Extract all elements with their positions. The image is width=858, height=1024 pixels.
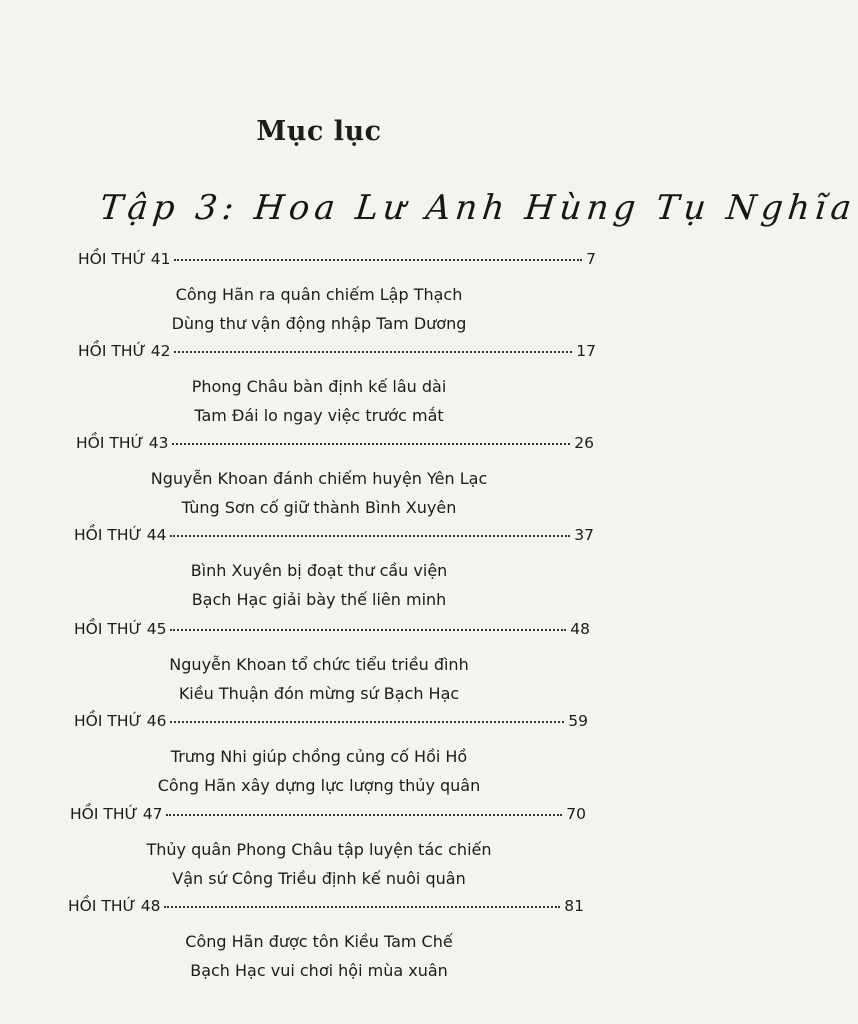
chapter-line-2: Bạch Hạc giải bày thế liên minh	[191, 590, 447, 609]
toc-row	[74, 620, 590, 650]
chapter-line-2: Công Hãn xây dựng lực lượng thủy quân	[157, 776, 481, 795]
toc-row	[70, 805, 586, 835]
page-title: Mục lục	[256, 116, 382, 147]
dot-leader	[170, 535, 570, 537]
toc-entry	[0, 897, 638, 985]
chapter-line-1: Trưng Nhi giúp chồng củng cố Hồi Hồ	[170, 747, 468, 766]
page-number: 17	[576, 342, 596, 360]
page-number: 26	[574, 434, 594, 452]
page-number: 59	[568, 712, 588, 730]
toc-row	[74, 712, 588, 742]
chapter-line-1: Nguyễn Khoan tổ chức tiểu triều đình	[169, 655, 469, 674]
chapter-label: HỒI THỨ 45	[74, 620, 167, 638]
chapter-line-2: Bạch Hạc vui chơi hội mùa xuân	[190, 961, 448, 980]
chapter-label: HỒI THỨ 48	[68, 897, 161, 915]
toc-row	[76, 434, 594, 464]
toc-entry	[0, 342, 638, 430]
dot-leader	[170, 629, 566, 631]
chapter-line-2: Tùng Sơn cố giữ thành Bình Xuyên	[181, 498, 457, 517]
dot-leader	[164, 906, 560, 908]
page-number: 37	[574, 526, 594, 544]
toc-entry	[0, 620, 638, 708]
toc-row	[68, 897, 584, 927]
dot-leader	[166, 814, 562, 816]
dot-leader	[170, 721, 564, 723]
page-number: 48	[570, 620, 590, 638]
toc-entry	[0, 434, 638, 522]
dot-leader	[174, 259, 582, 261]
chapter-line-1: Bình Xuyên bị đoạt thư cầu viện	[190, 561, 448, 580]
chapter-line-2: Tam Đái lo ngay việc trước mắt	[194, 406, 444, 425]
toc-row	[78, 250, 596, 280]
toc-row	[78, 342, 596, 372]
chapter-line-1: Công Hãn được tôn Kiều Tam Chế	[185, 932, 453, 951]
chapter-line-1: Công Hãn ra quân chiếm Lập Thạch	[175, 285, 463, 304]
chapter-line-2: Kiều Thuận đón mừng sứ Bạch Hạc	[178, 684, 460, 703]
toc-row	[74, 526, 594, 556]
chapter-line-2: Dùng thư vận động nhập Tam Dương	[171, 314, 467, 333]
chapter-label: HỒI THỨ 46	[74, 712, 167, 730]
chapter-label: HỒI THỨ 42	[78, 342, 171, 360]
chapter-label: HỒI THỨ 47	[70, 805, 163, 823]
chapter-line-1: Nguyễn Khoan đánh chiếm huyện Yên Lạc	[150, 469, 488, 488]
dot-leader	[174, 351, 572, 353]
dot-leader	[172, 443, 570, 445]
chapter-label: HỒI THỨ 41	[78, 250, 171, 268]
chapter-line-1: Thủy quân Phong Châu tập luyện tác chiến	[146, 840, 492, 859]
page-number: 70	[566, 805, 586, 823]
toc-entry	[0, 805, 638, 893]
handwritten-volume-title: Tập 3: Hoa Lư Anh Hùng Tụ Nghĩa	[97, 188, 858, 228]
toc-entry	[0, 712, 638, 800]
page-number: 7	[586, 250, 596, 268]
toc-entry	[0, 250, 638, 338]
page-number: 81	[564, 897, 584, 915]
chapter-label: HỒI THỨ 44	[74, 526, 167, 544]
toc-entry	[0, 526, 638, 614]
chapter-line-2: Vận sứ Công Triều định kế nuôi quân	[172, 869, 466, 888]
chapter-line-1: Phong Châu bàn định kế lâu dài	[191, 377, 447, 396]
chapter-label: HỒI THỨ 43	[76, 434, 169, 452]
